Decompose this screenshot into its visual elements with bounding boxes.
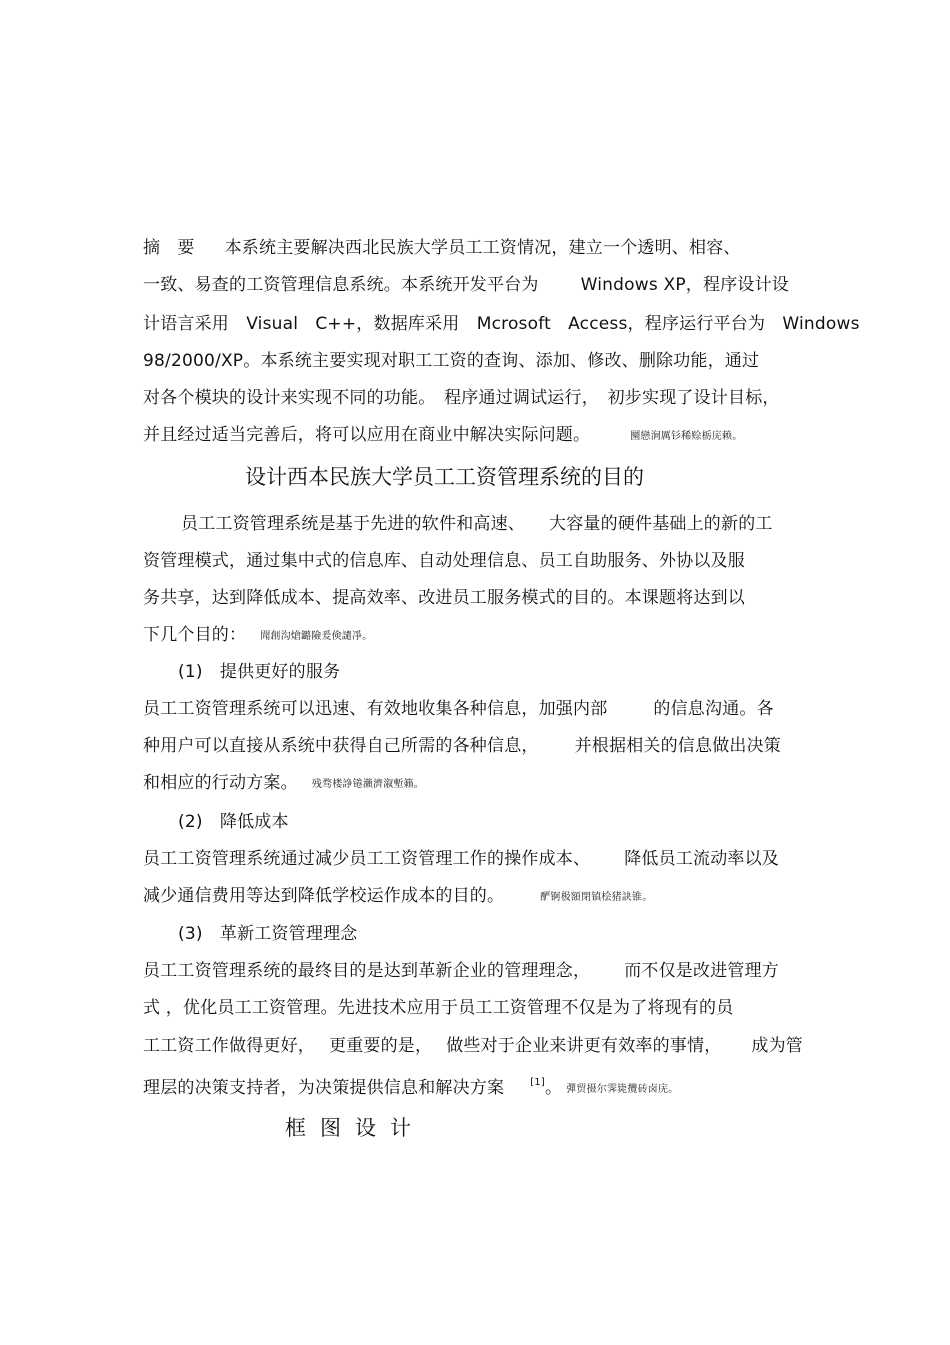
garbled-note: 残骛楼諍锩瀨濟溆塹籟。	[311, 779, 425, 790]
purpose-text: 大容量的硬件基础上的新的工	[549, 514, 773, 534]
citation-marker: [1]	[530, 1077, 545, 1088]
item-text: 并根据相关的信息做出决策	[574, 736, 782, 756]
abstract-text: Windows XP，程序设计设	[580, 275, 789, 295]
item-text: 成为管	[751, 1036, 804, 1056]
abstract-text: 本系统主要解决西北民族大学员工工资情况，建立一个透明、相容、	[224, 238, 741, 258]
purpose-line-1	[143, 512, 823, 536]
item-text: 种用户可以直接从系统中获得自己所需的各种信息，	[143, 736, 539, 756]
purpose-text: 员工工资管理系统是基于先进的软件和高速、	[181, 514, 525, 534]
section-title-block-diagram: 框图设计	[285, 1116, 425, 1140]
item-text: 和相应的行动方案。	[143, 773, 298, 793]
item-2-line-1	[143, 847, 823, 871]
item-1-line-3	[143, 771, 823, 797]
abstract-label: 摘 要	[143, 238, 195, 258]
item-1-line-1	[143, 697, 823, 721]
purpose-line-3: 务共享，达到降低成本、提高效率、改进员工服务模式的目的。本课题将达到以	[143, 588, 745, 608]
section-title-purpose: 设计西本民族大学员工工资管理系统的目的	[245, 465, 644, 489]
item-text: 减少通信费用等达到降低学校运作成本的目的。	[143, 886, 505, 906]
item-text: 而不仅是改进管理方	[624, 961, 780, 981]
item-1-title: (1) 提供更好的服务	[178, 662, 341, 682]
item-2-title: (2) 降低成本	[178, 812, 289, 832]
item-text: 员工工资管理系统的最终目的是达到革新企业的管理理念，	[143, 961, 591, 981]
item-1-line-2	[143, 734, 823, 758]
item-3-line-2: 式 ，优化员工工资管理。先进技术应用于员工工资管理不仅是为了将现有的员	[143, 998, 734, 1018]
item-text: 更重要的是，	[329, 1036, 433, 1056]
abstract-text: 一致、易查的工资管理信息系统。本系统开发平台为	[143, 275, 539, 295]
purpose-line-2: 资管理模式，通过集中式的信息库、自动处理信息、员工自助服务、外协以及服	[143, 551, 745, 571]
item-text: 。	[544, 1078, 563, 1098]
item-text: 工工资工作做得更好，	[143, 1036, 315, 1056]
item-text: 员工工资管理系统可以迅速、有效地收集各种信息，加强内部	[143, 699, 608, 719]
abstract-text: 并且经过适当完善后，将可以应用在商业中解决实际问题。	[143, 425, 591, 445]
item-text: 降低员工流动率以及	[624, 849, 780, 869]
abstract-line-3: 计语言采用 Visual C++，数据库采用 Mcrosoft Access，程序运行平台为 Windows	[143, 314, 860, 334]
item-text: 做些对于企业来讲更有效率的事情，	[446, 1036, 722, 1056]
abstract-line-5: 对各个模块的设计来实现不同的功能。 程序通过调试运行， 初步实现了设计目标，	[143, 388, 780, 408]
abstract-line-4: 98/2000/XP。本系统主要实现对职工工资的查询、添加、修改、删除功能，通过	[143, 351, 760, 371]
garbled-note: 聞創沟熗鏴險爰倹譴凈。	[260, 631, 373, 642]
garbled-note: 酽锕极額閉镇桧猪訣锥。	[540, 892, 653, 903]
item-3-line-3	[143, 1034, 823, 1058]
item-3-line-1	[143, 959, 823, 983]
item-text: 理层的决策支持者，为决策提供信息和解决方案	[143, 1078, 505, 1098]
item-3-title: (3) 革新工资管理理念	[178, 924, 358, 944]
garbled-note: 圞戀涧厲钐稀赊栃庑赖。	[630, 431, 743, 442]
item-text: 的信息沟通。各	[653, 699, 774, 719]
item-3-line-4	[143, 1071, 823, 1102]
abstract-line-6	[143, 423, 823, 449]
purpose-line-4	[143, 623, 823, 649]
garbled-note: 彈贸摄尔霁毙攬砖卤庑。	[566, 1084, 679, 1095]
purpose-text: 下几个目的：	[143, 625, 247, 645]
item-2-line-2	[143, 884, 823, 910]
abstract-line-2	[143, 273, 823, 297]
item-text: 员工工资管理系统通过减少员工工资管理工作的操作成本、	[143, 849, 591, 869]
abstract-line-1	[143, 236, 823, 260]
